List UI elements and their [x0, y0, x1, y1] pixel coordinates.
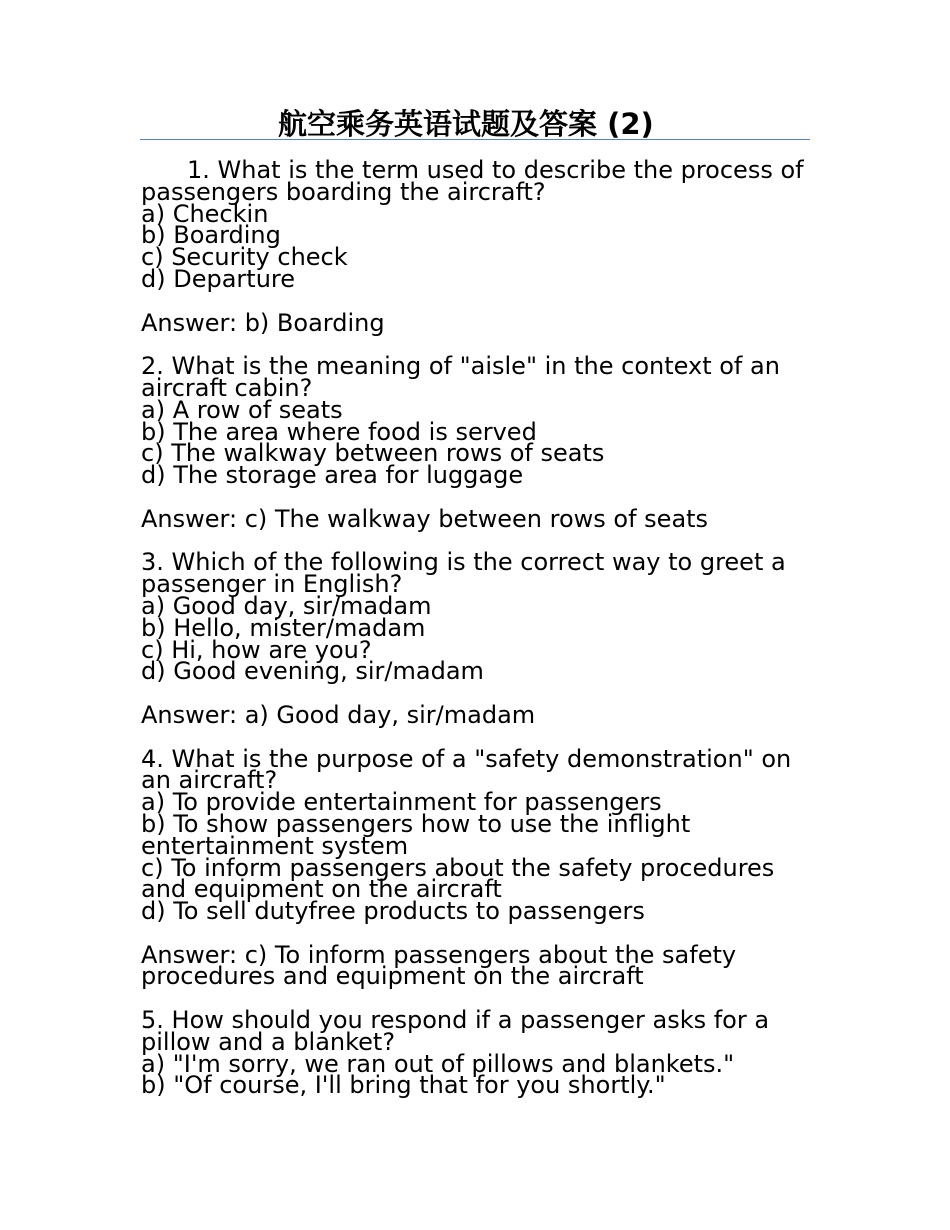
- question-1-answer: Answer: b) Boarding: [141, 308, 385, 337]
- question-3-answer: Answer: a) Good day, sir/madam: [141, 700, 536, 729]
- question-3-text-line-1: 3. Which of the following is the correct way to greet a: [141, 548, 786, 577]
- question-2-option-b: b) The area where food is served: [141, 417, 537, 446]
- question-2-answer: Answer: c) The walkway between rows of seats: [141, 504, 709, 533]
- question-1-option-b: b) Boarding: [141, 221, 281, 250]
- question-5-text-line-1: 5. How should you respond if a passenger asks for a: [141, 1006, 770, 1035]
- document-title: 航空乘务英语试题及答案 (2): [278, 107, 654, 141]
- question-5-option-b: b) "Of course, I'll bring that for you shortly.": [141, 1071, 666, 1100]
- question-4-option-c-line-2: and equipment on the aircraft: [141, 875, 502, 904]
- question-3-option-b: b) Hello, mister/madam: [141, 613, 426, 642]
- question-3-option-d: d) Good evening, sir/madam: [141, 657, 484, 686]
- question-3-option-c: c) Hi, how are you?: [141, 635, 372, 664]
- question-1-text-line-1: 1. What is the term used to describe the process of: [187, 156, 804, 184]
- question-5-option-a: a) "I'm sorry, we ran out of pillows and blankets.": [141, 1049, 735, 1078]
- question-4-text-line-1: 4. What is the purpose of a "safety demonstration" on: [141, 744, 792, 773]
- question-1-text-line-2: passengers boarding the aircraft?: [141, 177, 546, 206]
- question-block-1: [141, 156, 813, 356]
- question-4-option-d: d) To sell dutyfree products to passengers: [141, 897, 645, 926]
- question-1-option-d: d) Departure: [141, 264, 296, 293]
- question-4-option-a: a) To provide entertainment for passengers: [141, 788, 662, 817]
- question-2-option-a: a) A row of seats: [141, 395, 343, 424]
- question-4-option-b-line-1: b) To show passengers how to use the inflight: [141, 809, 691, 838]
- question-2-text-line-1: 2. What is the meaning of "aisle" in the context of an: [141, 352, 780, 381]
- question-block-3: [141, 548, 813, 748]
- question-2-option-d: d) The storage area for luggage: [141, 461, 524, 490]
- question-block-2: [141, 352, 813, 552]
- question-3-option-a: a) Good day, sir/madam: [141, 591, 432, 620]
- question-4-answer-line-1: Answer: c) To inform passengers about the safety: [141, 940, 737, 969]
- question-1-option-c: c) Security check: [141, 243, 348, 272]
- question-3-text-line-2: passenger in English?: [141, 570, 403, 599]
- document-body: [141, 156, 813, 1100]
- question-4-option-b-line-2: entertainment system: [141, 831, 409, 860]
- question-4-text-line-2: an aircraft?: [141, 766, 278, 795]
- title-underline: [140, 139, 810, 140]
- question-5-text-line-2: pillow and a blanket?: [141, 1027, 396, 1056]
- question-block-4: [141, 744, 813, 1011]
- question-4-option-c-line-1: c) To inform passengers about the safety procedures: [141, 853, 775, 882]
- question-1-option-a: a) Checkin: [141, 199, 269, 228]
- question-4-answer-line-2: procedures and equipment on the aircraft: [141, 962, 644, 991]
- question-2-text-line-2: aircraft cabin?: [141, 373, 313, 402]
- question-2-option-c: c) The walkway between rows of seats: [141, 439, 605, 468]
- question-block-5: [141, 1006, 813, 1100]
